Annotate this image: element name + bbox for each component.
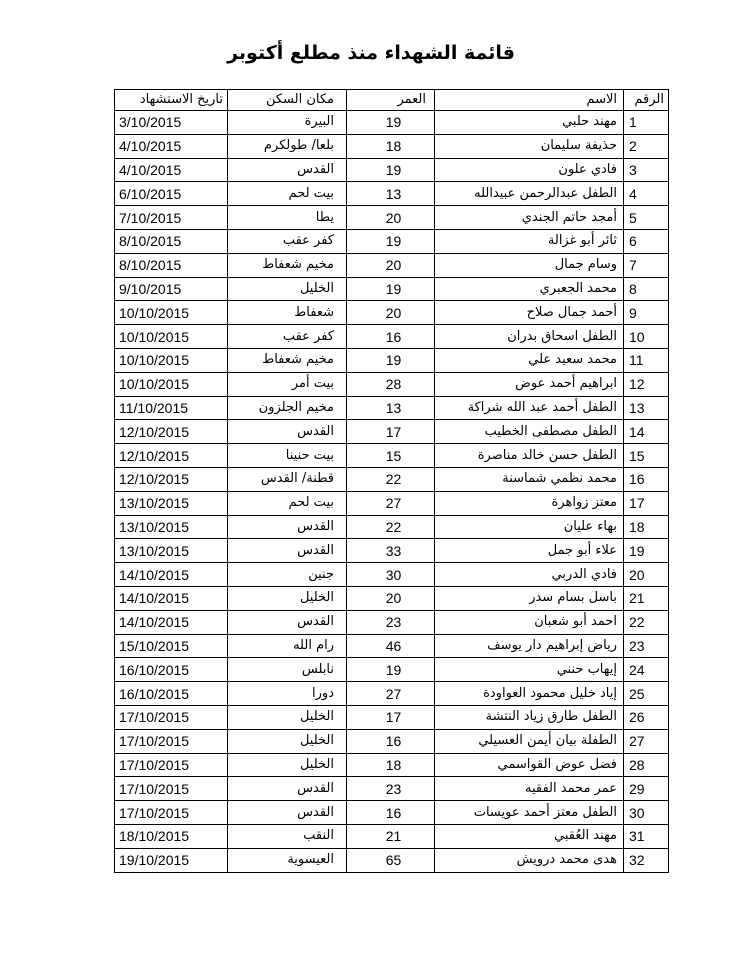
row-residence: مخيم شعفاط (228, 348, 347, 372)
row-age: 27 (347, 491, 435, 515)
row-date: 14/10/2015 (115, 610, 228, 634)
row-name: الطفل عبدالرحمن عبيدالله (435, 182, 624, 206)
row-number: 26 (624, 705, 669, 729)
row-name: الطفلة بيان أيمن العسيلي (435, 729, 624, 753)
table-row (115, 848, 669, 872)
header-number: الرقم (624, 90, 669, 111)
row-age: 27 (347, 682, 435, 706)
table-row (115, 682, 669, 706)
row-name: مهند حلبي (435, 111, 624, 135)
row-name: الطفل اسحاق بدران (435, 325, 624, 349)
row-age: 15 (347, 444, 435, 468)
row-residence: القدس (228, 420, 347, 444)
row-age: 20 (347, 253, 435, 277)
row-residence: شعفاط (228, 301, 347, 325)
row-residence: الخليل (228, 705, 347, 729)
table-row (115, 634, 669, 658)
row-residence: جنين (228, 563, 347, 587)
row-number: 22 (624, 610, 669, 634)
row-name: ابراهيم أحمد عوض (435, 372, 624, 396)
row-date: 14/10/2015 (115, 563, 228, 587)
row-age: 46 (347, 634, 435, 658)
row-number: 27 (624, 729, 669, 753)
header-date: تاريخ الاستشهاد (115, 90, 228, 111)
row-date: 11/10/2015 (115, 396, 228, 420)
table-row (115, 753, 669, 777)
row-name: إيهاب حنني (435, 658, 624, 682)
row-residence: مخيم شعفاط (228, 253, 347, 277)
row-name: أمجد حاتم الجندي (435, 206, 624, 230)
row-name: الطفل حسن خالد مناصرة (435, 444, 624, 468)
martyrs-table (114, 89, 669, 873)
row-residence: القدس (228, 515, 347, 539)
row-residence: كفر عقب (228, 229, 347, 253)
row-number: 21 (624, 586, 669, 610)
row-date: 17/10/2015 (115, 753, 228, 777)
row-residence: بيت لحم (228, 182, 347, 206)
table-row (115, 253, 669, 277)
row-age: 28 (347, 372, 435, 396)
row-number: 30 (624, 801, 669, 825)
row-date: 15/10/2015 (115, 634, 228, 658)
row-date: 3/10/2015 (115, 111, 228, 135)
row-name: هدى محمد درويش (435, 848, 624, 872)
row-name: محمد الجعبري (435, 277, 624, 301)
row-residence: بيت لحم (228, 491, 347, 515)
table-row (115, 705, 669, 729)
row-name: علاء أبو جمل (435, 539, 624, 563)
row-name: محمد نظمي شماسنة (435, 467, 624, 491)
table-row (115, 372, 669, 396)
table-row (115, 158, 669, 182)
row-number: 5 (624, 206, 669, 230)
row-age: 16 (347, 801, 435, 825)
row-residence: مخيم الجلزون (228, 396, 347, 420)
row-date: 12/10/2015 (115, 420, 228, 444)
row-date: 17/10/2015 (115, 801, 228, 825)
table-row (115, 348, 669, 372)
header-name: الاسم (435, 90, 624, 111)
row-residence: النقب (228, 824, 347, 848)
row-age: 19 (347, 277, 435, 301)
row-residence: نابلس (228, 658, 347, 682)
row-age: 19 (347, 348, 435, 372)
row-residence: القدس (228, 610, 347, 634)
row-name: عمر محمد الفقيه (435, 777, 624, 801)
table-row (115, 325, 669, 349)
row-date: 13/10/2015 (115, 539, 228, 563)
table-row (115, 515, 669, 539)
row-age: 13 (347, 182, 435, 206)
row-age: 23 (347, 777, 435, 801)
table-row (115, 396, 669, 420)
row-name: إياد خليل محمود العواودة (435, 682, 624, 706)
row-residence: القدس (228, 801, 347, 825)
row-number: 19 (624, 539, 669, 563)
row-name: الطفل طارق زياد النتشة (435, 705, 624, 729)
row-age: 30 (347, 563, 435, 587)
table-row (115, 801, 669, 825)
table-row (115, 539, 669, 563)
row-age: 19 (347, 658, 435, 682)
row-residence: القدس (228, 539, 347, 563)
table-row (115, 444, 669, 468)
row-name: الطفل مصطفى الخطيب (435, 420, 624, 444)
row-residence: البيرة (228, 111, 347, 135)
row-age: 20 (347, 301, 435, 325)
row-date: 12/10/2015 (115, 467, 228, 491)
row-date: 13/10/2015 (115, 491, 228, 515)
row-residence: القدس (228, 158, 347, 182)
row-age: 13 (347, 396, 435, 420)
row-date: 8/10/2015 (115, 229, 228, 253)
row-name: الطفل أحمد عبد الله شراكة (435, 396, 624, 420)
row-name: احمد أبو شعبان (435, 610, 624, 634)
row-age: 19 (347, 158, 435, 182)
row-residence: الخليل (228, 586, 347, 610)
row-age: 16 (347, 325, 435, 349)
row-date: 9/10/2015 (115, 277, 228, 301)
row-age: 18 (347, 753, 435, 777)
row-residence: دورا (228, 682, 347, 706)
table-row (115, 134, 669, 158)
row-name: أحمد جمال صلاح (435, 301, 624, 325)
row-number: 12 (624, 372, 669, 396)
row-number: 16 (624, 467, 669, 491)
row-age: 21 (347, 824, 435, 848)
header-age: العمر (347, 90, 435, 111)
row-date: 16/10/2015 (115, 682, 228, 706)
row-name: محمد سعيد علي (435, 348, 624, 372)
row-date: 14/10/2015 (115, 586, 228, 610)
row-age: 19 (347, 229, 435, 253)
row-residence: العيسوية (228, 848, 347, 872)
row-date: 17/10/2015 (115, 777, 228, 801)
row-age: 16 (347, 729, 435, 753)
table-row (115, 777, 669, 801)
row-name: حذيفة سليمان (435, 134, 624, 158)
row-residence: قطنة/ القدس (228, 467, 347, 491)
table-row (115, 824, 669, 848)
row-number: 11 (624, 348, 669, 372)
row-age: 20 (347, 206, 435, 230)
row-number: 18 (624, 515, 669, 539)
table-row (115, 206, 669, 230)
row-number: 9 (624, 301, 669, 325)
table-row (115, 610, 669, 634)
row-age: 18 (347, 134, 435, 158)
row-residence: القدس (228, 777, 347, 801)
row-residence: بيت حنينا (228, 444, 347, 468)
row-name: مهند العُقبي (435, 824, 624, 848)
row-date: 10/10/2015 (115, 348, 228, 372)
table-row (115, 729, 669, 753)
row-residence: بلعا/ طولكرم (228, 134, 347, 158)
row-number: 2 (624, 134, 669, 158)
row-number: 17 (624, 491, 669, 515)
row-residence: يطا (228, 206, 347, 230)
table-row (115, 182, 669, 206)
row-number: 15 (624, 444, 669, 468)
row-date: 13/10/2015 (115, 515, 228, 539)
row-number: 6 (624, 229, 669, 253)
row-name: وسام جمال (435, 253, 624, 277)
header-residence: مكان السكن (228, 90, 347, 111)
table-row (115, 467, 669, 491)
table-row (115, 658, 669, 682)
row-name: فادي علون (435, 158, 624, 182)
row-age: 65 (347, 848, 435, 872)
row-number: 25 (624, 682, 669, 706)
table-row (115, 229, 669, 253)
table-row (115, 563, 669, 587)
row-number: 13 (624, 396, 669, 420)
row-date: 18/10/2015 (115, 824, 228, 848)
row-name: الطفل معتز أحمد عويسات (435, 801, 624, 825)
row-date: 10/10/2015 (115, 301, 228, 325)
table-header-row (115, 90, 669, 111)
row-number: 14 (624, 420, 669, 444)
row-date: 17/10/2015 (115, 729, 228, 753)
row-date: 12/10/2015 (115, 444, 228, 468)
row-number: 4 (624, 182, 669, 206)
table-row (115, 111, 669, 135)
row-name: بهاء عليان (435, 515, 624, 539)
row-date: 19/10/2015 (115, 848, 228, 872)
row-number: 7 (624, 253, 669, 277)
row-name: باسل بسام سدر (435, 586, 624, 610)
row-date: 6/10/2015 (115, 182, 228, 206)
row-residence: كفر عقب (228, 325, 347, 349)
row-age: 23 (347, 610, 435, 634)
row-age: 22 (347, 515, 435, 539)
row-age: 20 (347, 586, 435, 610)
row-age: 17 (347, 705, 435, 729)
row-age: 19 (347, 111, 435, 135)
row-number: 32 (624, 848, 669, 872)
row-number: 31 (624, 824, 669, 848)
row-date: 4/10/2015 (115, 158, 228, 182)
row-age: 22 (347, 467, 435, 491)
row-date: 10/10/2015 (115, 325, 228, 349)
row-date: 16/10/2015 (115, 658, 228, 682)
table-row (115, 491, 669, 515)
row-number: 1 (624, 111, 669, 135)
row-age: 33 (347, 539, 435, 563)
row-age: 17 (347, 420, 435, 444)
row-number: 23 (624, 634, 669, 658)
row-date: 10/10/2015 (115, 372, 228, 396)
row-name: فضل عوض القواسمي (435, 753, 624, 777)
table-row (115, 301, 669, 325)
row-name: فادي الدربي (435, 563, 624, 587)
row-number: 28 (624, 753, 669, 777)
row-number: 8 (624, 277, 669, 301)
table-row (115, 277, 669, 301)
row-date: 17/10/2015 (115, 705, 228, 729)
row-name: رياض إبراهيم دار يوسف (435, 634, 624, 658)
row-number: 24 (624, 658, 669, 682)
row-residence: الخليل (228, 277, 347, 301)
table-row (115, 586, 669, 610)
row-number: 3 (624, 158, 669, 182)
page-title: قائمة الشهداء منذ مطلع أكتوبر (227, 42, 515, 64)
row-name: ثائر أبو غزالة (435, 229, 624, 253)
row-residence: الخليل (228, 753, 347, 777)
row-number: 20 (624, 563, 669, 587)
row-name: معتز زواهرة (435, 491, 624, 515)
row-date: 4/10/2015 (115, 134, 228, 158)
row-number: 10 (624, 325, 669, 349)
row-number: 29 (624, 777, 669, 801)
row-date: 8/10/2015 (115, 253, 228, 277)
row-date: 7/10/2015 (115, 206, 228, 230)
row-residence: الخليل (228, 729, 347, 753)
table-row (115, 420, 669, 444)
row-residence: بيت أمر (228, 372, 347, 396)
row-residence: رام الله (228, 634, 347, 658)
